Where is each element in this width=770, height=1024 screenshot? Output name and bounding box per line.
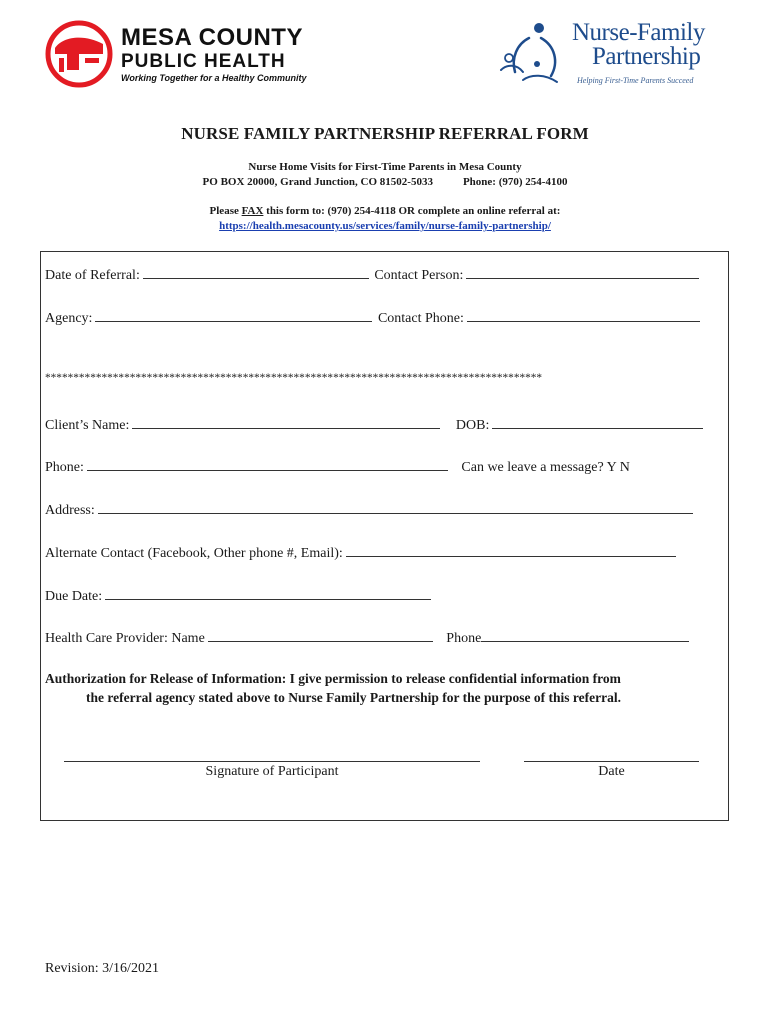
signature-date-line[interactable] [524,761,699,762]
referral-url-line [0,220,770,232]
nfp-figures-emblem-icon [497,18,572,88]
leave-message-label: Can we leave a message? Y N [461,460,630,475]
row-referral-contact [45,266,699,284]
form-address-phone [0,176,770,188]
clients-name-field[interactable] [132,416,440,429]
row-health-care-provider [45,629,689,647]
office-phone: Phone: (970) 254-4100 [462,176,568,188]
address-label: Address: [45,503,95,518]
section-separator: **************************************************************************************** [45,372,543,384]
contact-person-field[interactable] [466,266,699,279]
mesa-title-line2: PUBLIC HEALTH [121,51,286,72]
authorization-line2: the referral agency stated above to Nurse Family Partnership for the purpose of this referral. [86,690,622,705]
agency-field[interactable] [95,309,372,322]
signature-of-participant-label: Signature of Participant [205,764,339,779]
row-client-name-dob [45,416,703,434]
dob-field[interactable] [492,416,703,429]
form-subtitle: Nurse Home Visits for First-Time Parents in Mesa County [248,161,522,173]
mesa-county-logo [45,20,315,90]
revision-date: Revision: 3/16/2021 [45,961,159,976]
mesa-tagline: Working Together for a Healthy Community [121,73,307,83]
referral-form-box [40,251,729,821]
provider-phone-field[interactable] [481,629,689,642]
form-title: NURSE FAMILY PARTNERSHIP REFERRAL FORM [181,124,589,143]
provider-phone-label: Phone [446,631,482,646]
clients-name-label: Client’s Name: [45,418,130,433]
row-address [45,501,693,519]
row-client-phone [45,458,630,476]
date-label: Date [598,764,625,779]
fax-word: FAX [241,205,264,217]
nfp-title-line1: Nurse-Family [572,19,705,46]
nfp-title-line2: Partnership [592,43,701,70]
online-referral-link[interactable]: https://health.mesacounty.us/services/family/nurse-family-partnership/ [219,220,551,232]
date-of-referral-field[interactable] [143,266,369,279]
due-date-label: Due Date: [45,589,103,604]
alternate-contact-field[interactable] [346,544,676,557]
nurse-family-partnership-logo [497,18,712,93]
mesa-county-emblem-icon [45,20,113,88]
contact-person-label: Contact Person: [374,268,464,283]
client-phone-label: Phone: [45,460,84,475]
fax-suffix: this form to: (970) 254-4118 OR complete an online referral at: [263,205,561,217]
client-phone-field[interactable] [87,458,448,471]
provider-name-field[interactable] [208,629,433,642]
authorization-line1: Authorization for Release of Information: I give permission to release confidential information from [45,671,621,686]
dob-label: DOB: [455,418,490,433]
date-of-referral-label: Date of Referral: [45,268,140,283]
mesa-title-line1: MESA COUNTY [121,24,303,51]
fax-prefix: Please [209,205,242,217]
nfp-tagline: Helping First-Time Parents Succeed [577,76,694,85]
mailing-address: PO BOX 20000, Grand Junction, CO 81502-5033 [202,176,433,188]
contact-phone-label: Contact Phone: [377,311,464,326]
agency-label: Agency: [45,311,93,326]
alternate-contact-label: Alternate Contact (Facebook, Other phone #, Email): [45,546,343,561]
participant-signature-line[interactable] [64,761,480,762]
row-alternate-contact [45,544,676,562]
address-field[interactable] [98,501,693,514]
row-agency-phone [45,309,700,327]
provider-name-label: Health Care Provider: Name [45,631,205,646]
fax-instructions [0,205,770,217]
due-date-field[interactable] [105,587,431,600]
row-due-date [45,587,431,605]
contact-phone-field[interactable] [467,309,700,322]
